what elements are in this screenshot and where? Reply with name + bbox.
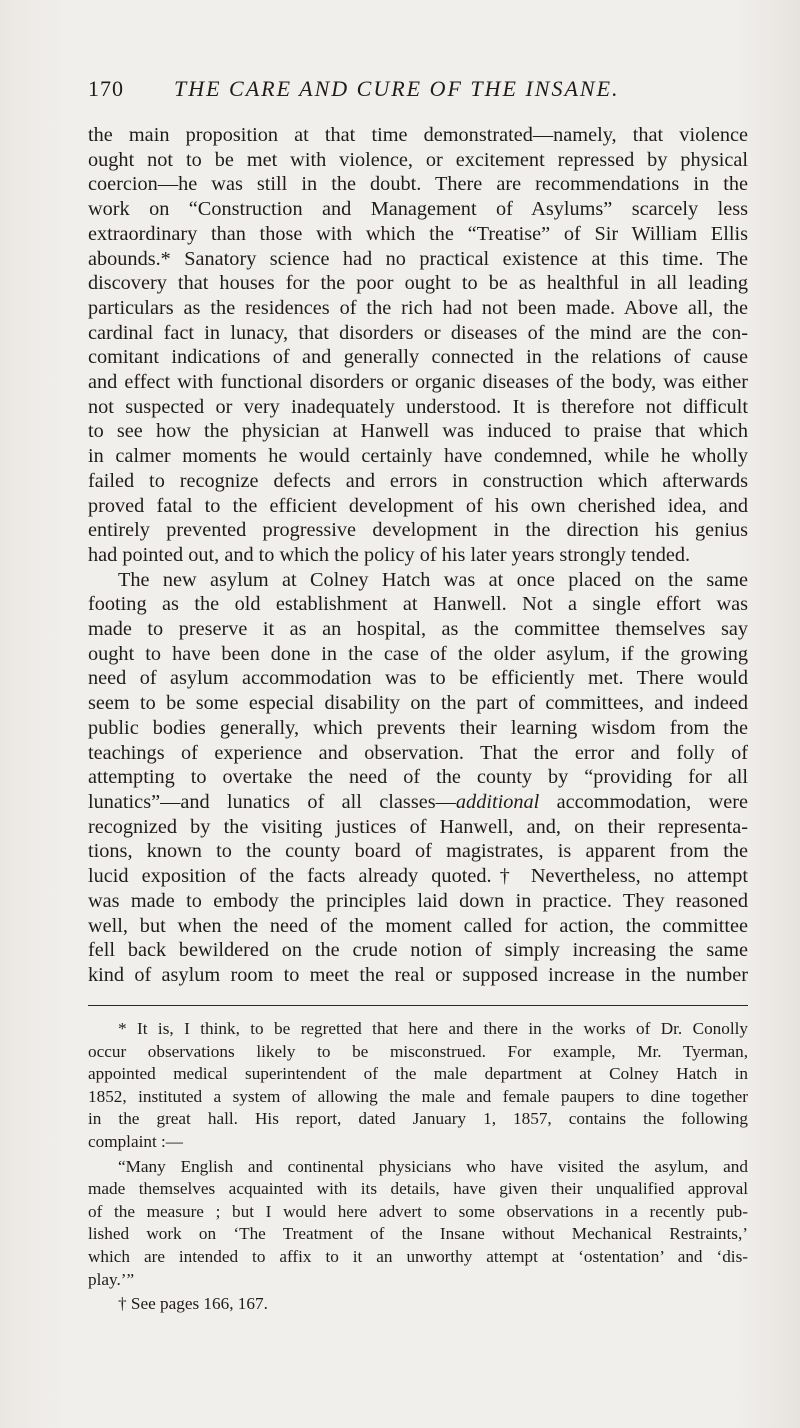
quote-line: which are intended to affix to it an unworthy attempt at ‘ostentation’ and ‘dis- bbox=[88, 1246, 748, 1266]
body-line: attempting to overtake the need of the county by “providing for all bbox=[88, 766, 748, 789]
running-head bbox=[88, 70, 758, 110]
body-line: seem to be some especial disability on the part of committees, and indeed bbox=[88, 692, 748, 715]
footnote-divider bbox=[88, 1005, 748, 1006]
quote-line: made themselves acquainted with its details, have given their unqualified approval bbox=[88, 1179, 748, 1199]
body-line: work on “Construction and Management of Asylums” scarcely less bbox=[88, 198, 748, 221]
body-line: not suspected or very inadequately understood. It is therefore not difficult bbox=[88, 395, 748, 418]
body-line: in calmer moments he would certainly have condemned, while he wholly bbox=[88, 445, 748, 468]
body-line: extraordinary than those with which the “Treatise” of Sir William Ellis bbox=[88, 222, 748, 245]
quote-line: lished work on ‘The Treatment of the Insane without Mechanical Restraints,’ bbox=[88, 1224, 748, 1244]
body-line: proved fatal to the efficient development of his own cherished idea, and bbox=[88, 494, 748, 517]
body-line: particulars as the residences of the rich had not been made. Above all, the bbox=[88, 296, 748, 319]
footnotes bbox=[88, 1018, 748, 1316]
body-line: kind of asylum room to meet the real or supposed increase in the number bbox=[88, 963, 748, 986]
body-line: lucid exposition of the facts already quoted.† Nevertheless, no attempt bbox=[88, 865, 748, 888]
footnote-line: complaint :— bbox=[88, 1131, 183, 1151]
body-line-tail: accommodation, were bbox=[539, 790, 748, 813]
footnote-star bbox=[88, 1018, 748, 1154]
body-line: The new asylum at Colney Hatch was at once placed on the same bbox=[118, 568, 748, 591]
body-line: fell back bewildered on the crude notion of simply increasing the same bbox=[88, 939, 748, 962]
body-line-head: lunatics”—and lunatics of all classes— bbox=[88, 790, 456, 813]
body-line: discovery that houses for the poor ought to be as healthful in all leading bbox=[88, 272, 748, 295]
body-text bbox=[88, 123, 748, 988]
body-line: to see how the physician at Hanwell was induced to praise that which bbox=[88, 420, 748, 443]
body-line: entirely prevented progressive development in the direction his genius bbox=[88, 519, 748, 542]
body-line: had pointed out, and to which the policy of his later years strongly tended. bbox=[88, 543, 691, 566]
body-line: coercion—he was still in the doubt. There are recommendations in the bbox=[88, 173, 748, 196]
body-line: public bodies generally, which prevents their learning wisdom from the bbox=[88, 716, 748, 739]
footnote-line: occur observations likely to be misconstrued. For example, Mr. Tyerman, bbox=[88, 1041, 748, 1061]
body-line: need of asylum accommodation was to be efficiently met. There would bbox=[88, 667, 748, 690]
body-line: ought not to be met with violence, or excitement repressed by physical bbox=[88, 148, 748, 171]
body-line: tions, known to the county board of magistrates, is apparent from the bbox=[88, 840, 748, 863]
body-line: footing as the old establishment at Hanwell. Not a single effort was bbox=[88, 593, 748, 616]
footnote-dagger bbox=[88, 1293, 748, 1316]
footnote-line: * It is, I think, to be regretted that here and there in the works of Dr. Conolly bbox=[118, 1019, 748, 1038]
running-title: THE CARE AND CURE OF THE INSANE. bbox=[174, 76, 620, 101]
body-line: comitant indications of and generally connected in the relations of cause bbox=[88, 346, 748, 369]
body-line: cardinal fact in lunacy, that disorders or diseases of the mind are the con- bbox=[88, 321, 748, 344]
footnote-line: appointed medical superintendent of the male department at Colney Hatch in bbox=[88, 1064, 748, 1084]
body-line: failed to recognize defects and errors in construction which afterwards bbox=[88, 469, 748, 492]
body-line: well, but when the need of the moment called for action, the committee bbox=[88, 914, 748, 937]
quote-line: “Many English and continental physicians who have visited the asylum, and bbox=[118, 1156, 748, 1176]
page-number: 170 bbox=[88, 76, 124, 101]
footnote-line: 1852, instituted a system of allowing the male and female paupers to dine together bbox=[88, 1086, 748, 1106]
body-line: ought to have been done in the case of the older asylum, if the growing bbox=[88, 642, 748, 665]
footnote-line: in the great hall. His report, dated January 1, 1857, contains the following bbox=[88, 1109, 748, 1129]
body-line: abounds.* Sanatory science had no practical existence at this time. The bbox=[88, 247, 748, 270]
quote-line: of the measure ; but I would here advert to some observations in a recently pub- bbox=[88, 1201, 748, 1221]
italic-word-additional: additional bbox=[455, 790, 540, 813]
footnote-line: † See pages 166, 167. bbox=[118, 1294, 268, 1314]
body-line: and effect with functional disorders or organic diseases of the body, was either bbox=[88, 371, 748, 394]
body-line: the main proposition at that time demonstrated—namely, that violence bbox=[88, 124, 748, 146]
quote-line: play.’” bbox=[88, 1269, 135, 1289]
body-line: recognized by the visiting justices of Hanwell, and, on their representa- bbox=[88, 815, 748, 838]
body-line-with-italic bbox=[88, 790, 748, 815]
body-line: made to preserve it as an hospital, as the committee themselves say bbox=[88, 618, 748, 641]
footnote-quote bbox=[88, 1156, 748, 1292]
body-line: teachings of experience and observation. That the error and folly of bbox=[88, 741, 748, 764]
body-line: was made to embody the principles laid down in practice. They reasoned bbox=[88, 889, 748, 912]
